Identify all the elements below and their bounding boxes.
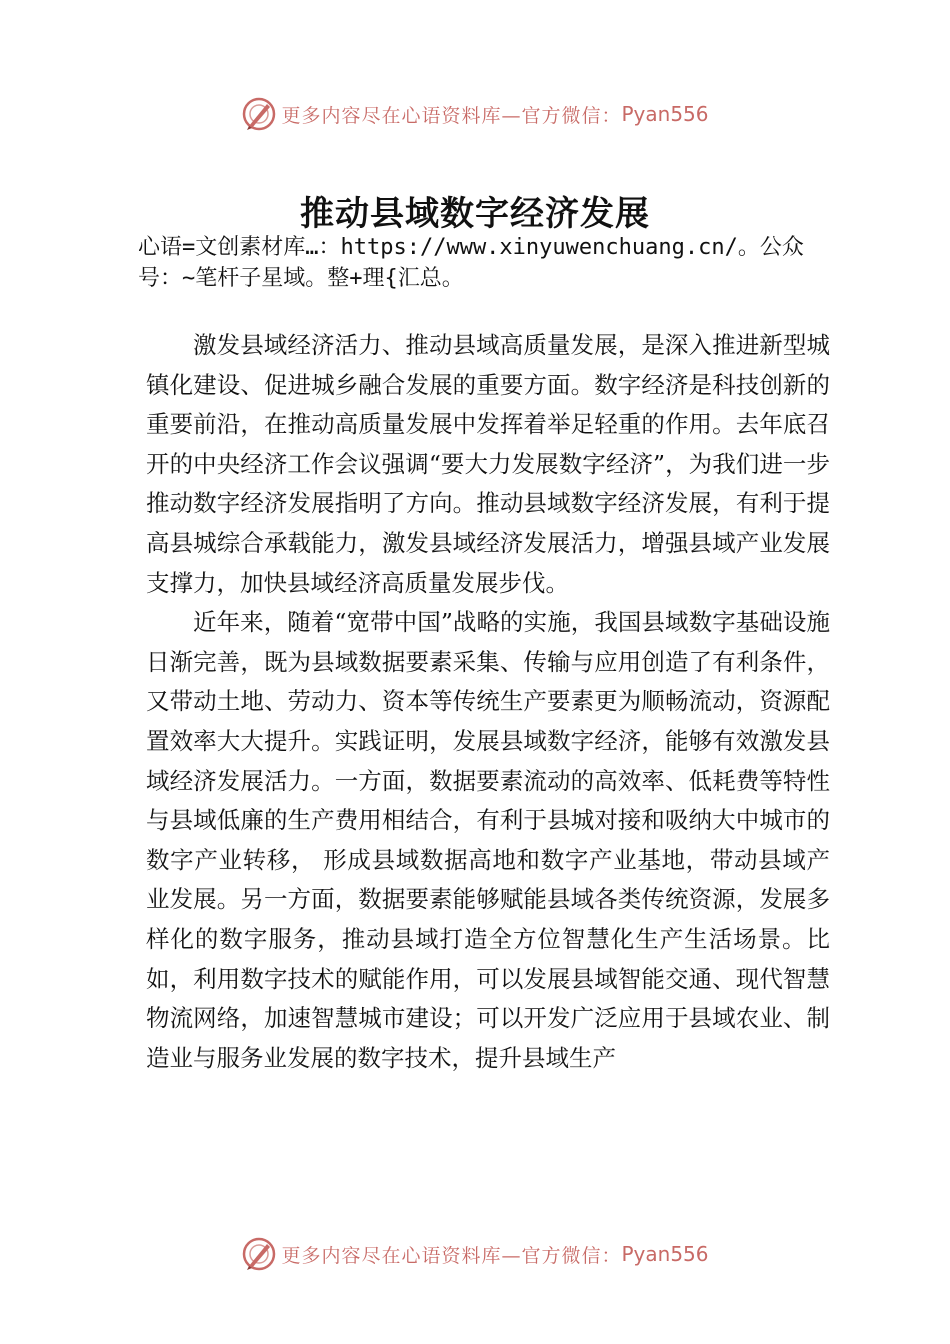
paragraph-2: 近年来，随着“宽带中国”战略的实施，我国县域数字基础设施日渐完善，既为县域数据要素采集、传输与应用创造了有利条件，又带动土地、劳动力、资本等传统生产要素更为顺畅流动，资源配置效率大大提升。实践证明，发展县域数字经济，能够有效激发县域经济发展活力。一方面，数据要素流动的高效率、低耗费等特性与县域低廉的生产费用相结合，有利于县城对接和吸纳大中城市的数字产业转移， 形成县域数据高地和数字产业基地，带动县域产业发展。另一方面，数据要素能够赋能县域各类传统资源，发展多样化的数字服务，推动县域打造全方位智慧化生产生活场景。比如，利用数字技术的赋能作用，可以发展县域智能交通、现代智慧物流网络，加速智慧城市建设；可以开发广泛应用于县域农业、制造业与服务业发展的数字技术，提升县域生产 bbox=[146, 608, 830, 1072]
pen-logo-icon bbox=[241, 1236, 277, 1272]
header-wechat-id: Pyan556 bbox=[621, 102, 709, 126]
paragraph-1: 激发县域经济活力、推动县域高质量发展，是深入推进新型城镇化建设、促进城乡融合发展的重要方面。数字经济是科技创新的重要前沿，在推动高质量发展中发挥着举足轻重的作用。去年底召开的中央经济工作会议强调“要大力发展数字经济”，为我们进一步推动数字经济发展指明了方向。推动县域数字经济发展，有利于提高县城综合承载能力，激发县域经济发展活力，增强县域产业发展支撑力，加快县域经济高质量发展步伐。 bbox=[146, 331, 830, 597]
footer-banner bbox=[0, 1232, 950, 1276]
document-title: 推动县域数字经济发展 bbox=[300, 194, 650, 234]
header-banner-text: 更多内容尽在心语资料库—官方微信： bbox=[281, 104, 622, 127]
footer-wechat-id: Pyan556 bbox=[621, 1242, 709, 1266]
footer-banner-text: 更多内容尽在心语资料库—官方微信： bbox=[281, 1244, 622, 1267]
document-body bbox=[146, 326, 830, 1078]
header-banner bbox=[0, 92, 950, 136]
source-line: 心语=文创素材库…：https://www.xinyuwenchuang.cn/。公众号：~笔杆子星域。整+理{汇总。 bbox=[138, 235, 804, 291]
pen-logo-icon bbox=[241, 96, 277, 132]
